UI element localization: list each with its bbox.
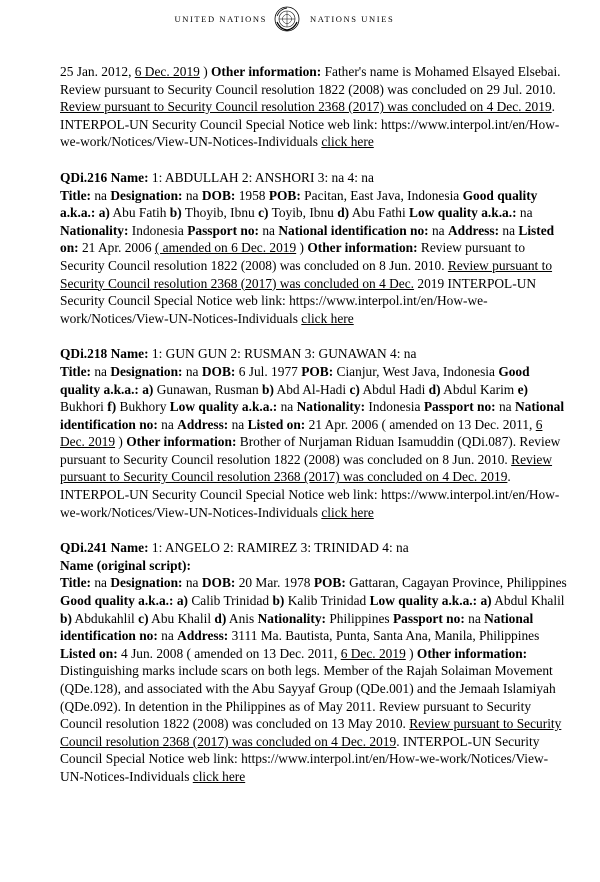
un-emblem-icon [274, 6, 300, 32]
entry-continuation: 25 Jan. 2012, 6 Dec. 2019 ) Other information: Father's name is Mohamed Elsayed Elsebai. Review pursuant to Security Council resolution 1822 (2008) was concluded on 29 Jul. 2010. Review pursuant to Security Council resolution 2368 (2017) was concluded on 4 Dec. 2019. INTERPOL-UN Security Council Special Notice web link: https://www.interpol.int/en/How-we-work/Notices/View-UN-Notices-Individuals click here [60, 64, 561, 150]
click-here-link[interactable]: click here [301, 310, 354, 326]
click-here-link[interactable]: click here [321, 134, 374, 150]
click-here-link[interactable]: click here [321, 504, 374, 520]
entry-qdi-216: QDi.216 Name: 1: ABDULLAH 2: ANSHORI 3: na 4: na Title: na Designation: na DOB: 1958 POB: Pacitan, East Java, Indonesia Good quality a.k.a.: a) Abu Fatih b) Thoyib, Ibnu c) Toyib, Ibnu d) Abu Fathi Low quality a.k.a.: na Nationality: Indonesia Passport no: na National identification no: na Address: na Listed on: 21 Apr. 2006 ( amended on 6 Dec. 2019 ) Other information: Review pursuant to Security Council resolution 1822 (2008) was concluded on 8 Jun. 2010. Review pursuant to Security Council resolution 2368 (2017) was concluded on 4 Dec. 2019 INTERPOL-UN Security Council Special Notice web link: https://www.interpol.int/en/How-we-work/Notices/View-UN-Notices-Individuals click here [60, 169, 555, 326]
entry-id: QDi.218 [60, 346, 108, 362]
entry-qdi-241: QDi.241 Name: 1: ANGELO 2: RAMIREZ 3: TRINIDAD 4: na Name (original script): Title: na Designation: na DOB: 20 Mar. 1978 POB: Gattaran, Cagayan Province, Philippines Good quality a.k.a.: a) Calib Trinidad b) Kalib Trinidad Low quality a.k.a.: a) Abdul Khalil b) Abdukahlil c) Abu Khalil d) Anis Nationality: Philippines Passport no: na National identification no: na Address: 3111 Ma. Bautista, Punta, Santa Ana, Manila, Philippines Listed on: 4 Jun. 2008 ( amended on 13 Dec. 2011, 6 Dec. 2019 ) Other information: Distinguishing marks include scars on both legs. Member of the Rajah Solaiman Movement (QDe.128), and associated with the Abu Sayyaf Group (QDe.001) and the Jemaah Islamiyah (QDe.092). In detention in the Philippines as of May 2011. Review pursuant to Security Council resolution 1822 (2008) was concluded on 13 May 2010. Review pursuant to Security Council resolution 2368 (2017) was concluded on 4 Dec. 2019. INTERPOL-UN Security Council Special Notice web link: https://www.interpol.int/en/How-we-work/Notices/View-UN-Notices-Individuals click here [60, 540, 567, 784]
entry-qdi-218: QDi.218 Name: 1: GUN GUN 2: RUSMAN 3: GUNAWAN 4: na Title: na Designation: na DOB: 6 Jul. 1977 POB: Cianjur, West Java, Indonesia Good quality a.k.a.: a) Gunawan, Rusman b) Abd Al-Hadi c) Abdul Hadi d) Abdul Karim e) Bukhori f) Bukhory Low quality a.k.a.: na Nationality: Indonesia Passport no: na National identification no: na Address: na Listed on: 21 Apr. 2006 ( amended on 13 Dec. 2011, 6 Dec. 2019 ) Other information: Brother of Nurjaman Riduan Isamuddin (QDi.087). Review pursuant to Security Council resolution 1822 (2008) was concluded on 8 Jun. 2010. Review pursuant to Security Council resolution 2368 (2017) was concluded on 4 Dec. 2019. INTERPOL-UN Security Council Special Notice web link: https://www.interpol.int/en/How-we-work/Notices/View-UN-Notices-Individuals click here [60, 346, 565, 520]
entry-id: QDi.241 [60, 540, 108, 556]
header-united-nations: UNITED NATIONS [174, 14, 267, 24]
page-header [0, 6, 600, 32]
click-here-link[interactable]: click here [192, 768, 246, 784]
document-body [60, 63, 570, 804]
header-nations-unies: NATIONS UNIES [310, 14, 395, 24]
entry-id: QDi.216 [60, 169, 108, 185]
